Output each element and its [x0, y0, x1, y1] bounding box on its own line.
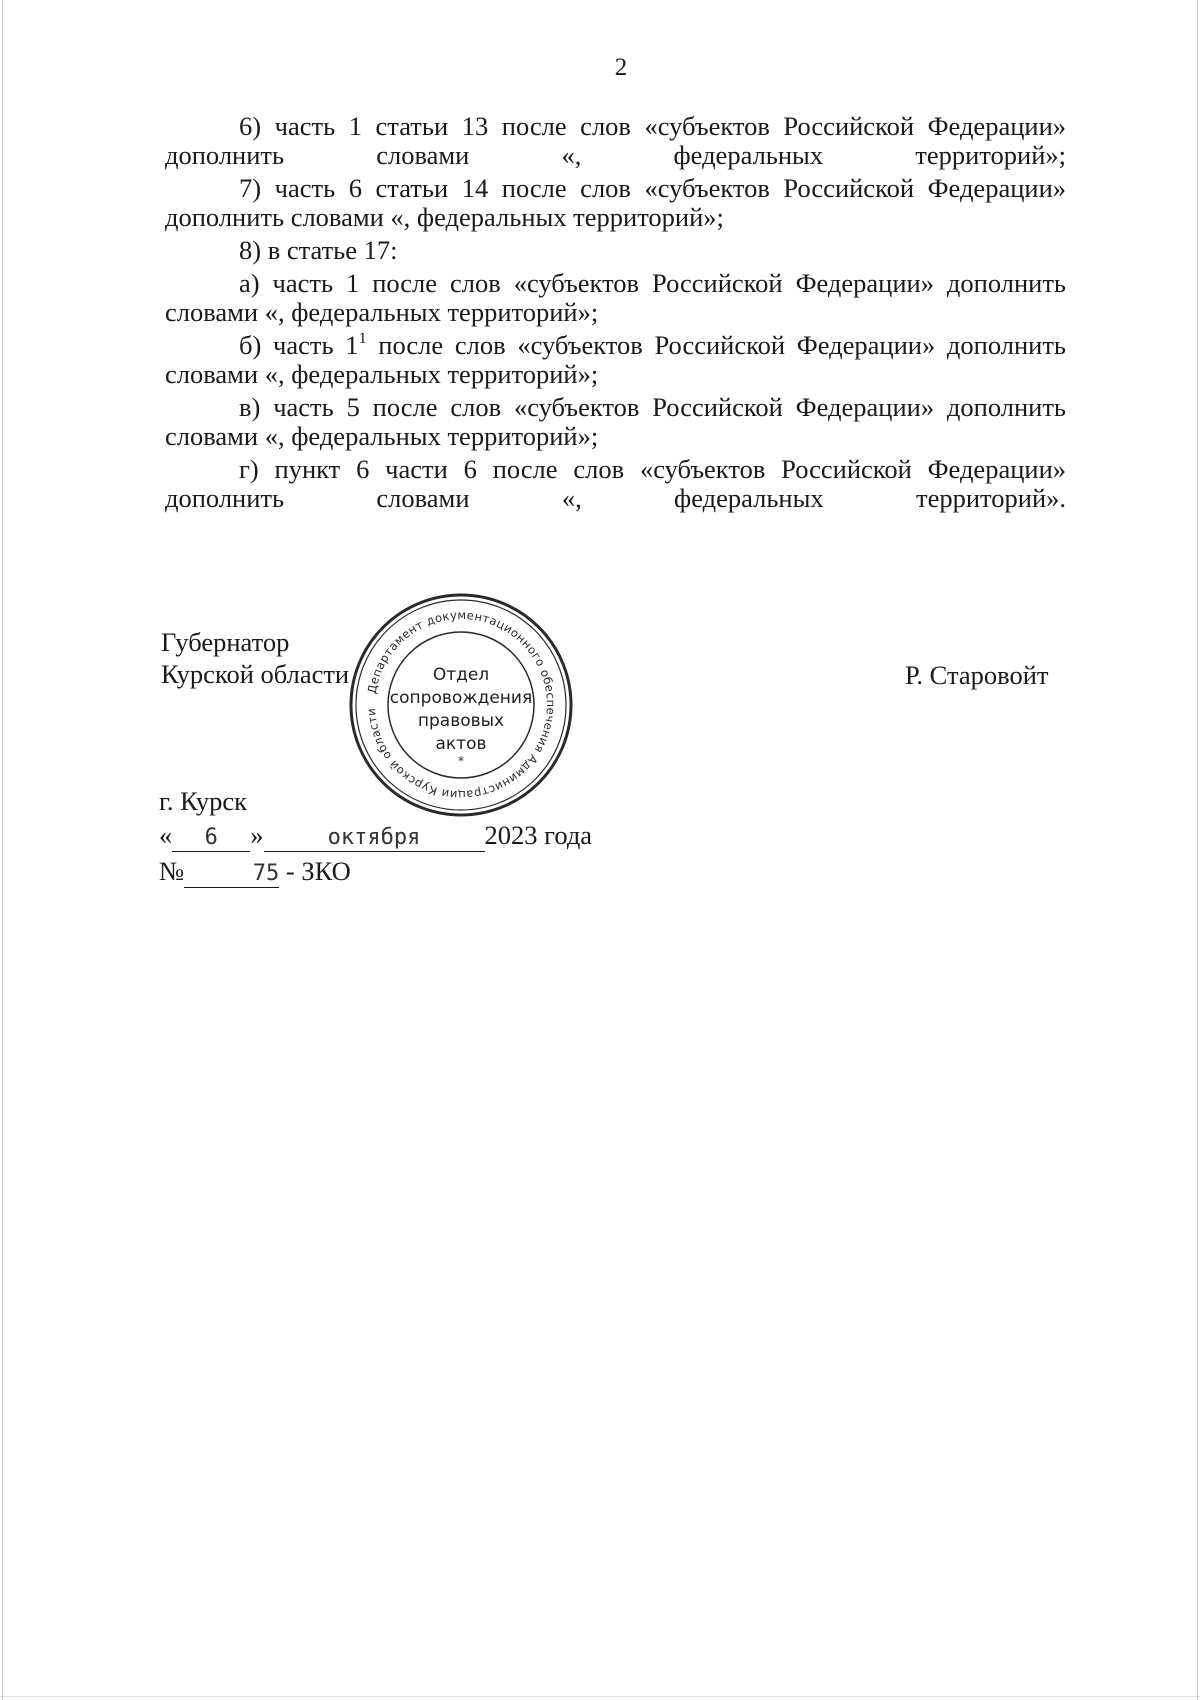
official-seal: [346, 590, 576, 820]
date-of-signing: [159, 820, 592, 852]
paragraph-8b: [165, 331, 1066, 389]
number-sign: №: [159, 856, 185, 886]
date-day: 6: [172, 825, 250, 852]
seal-center-line2: сопровождения: [389, 688, 533, 708]
place-of-signing: г. Курск: [159, 786, 247, 816]
scan-edge-left: [2, 0, 3, 1700]
scan-edge-right: [1197, 0, 1198, 1700]
paragraph-8a: а) часть 1 после слов «субъектов Российской Федерации» дополнить словами «, федеральных территорий»;: [165, 268, 1066, 327]
law-number: [159, 856, 351, 888]
seal-center-line1: Отдел: [432, 665, 490, 685]
signatory-name: Р. Старовойт: [905, 660, 1049, 690]
signatory-title-line2: Курской области: [161, 659, 350, 689]
paragraph-7: 7) часть 6 статьи 14 после слов «субъектов Российской Федерации» дополнить словами «, федеральных территорий»;: [165, 173, 1066, 232]
seal-star: *: [458, 754, 464, 768]
paragraph-8v: в) часть 5 после слов «субъектов Российской Федерации» дополнить словами «, федеральных территорий»;: [165, 392, 1066, 451]
document-body: [165, 112, 1066, 517]
number-suffix: - ЗКО: [279, 856, 351, 886]
superscript: 1: [358, 330, 367, 347]
seal-center-line4: актов: [435, 734, 487, 754]
page-number: 2: [614, 54, 628, 81]
seal-ring-text-path: Департамент документационного обеспечения Администрации Курской области: [363, 607, 559, 803]
number-value: 75: [184, 861, 279, 888]
seal-center-line3: правовых: [417, 711, 505, 731]
paragraph-8b-prefix: б) часть 1: [239, 330, 359, 360]
date-year: 2023 года: [484, 820, 593, 850]
paragraph-6: 6) часть 1 статьи 13 после слов «субъектов Российской Федерации» дополнить словами «, федеральных территорий»;: [165, 111, 1066, 170]
date-close-quote: »: [250, 820, 264, 850]
signatory-title-line1: Губернатор: [161, 627, 290, 657]
date-month: октября: [264, 825, 485, 852]
date-open-quote: «: [159, 820, 173, 850]
signatory-title: [161, 626, 349, 690]
paragraph-8b-suffix: после слов «субъектов Российской Федерации» дополнить словами «, федеральных территорий»;: [165, 330, 1067, 389]
paragraph-8g: г) пункт 6 части 6 после слов «субъектов Российской Федерации» дополнить словами «, федеральных территорий».: [165, 454, 1066, 513]
scan-edge-bottom: [0, 1696, 1200, 1697]
paragraph-8: 8) в статье 17:: [239, 235, 398, 265]
